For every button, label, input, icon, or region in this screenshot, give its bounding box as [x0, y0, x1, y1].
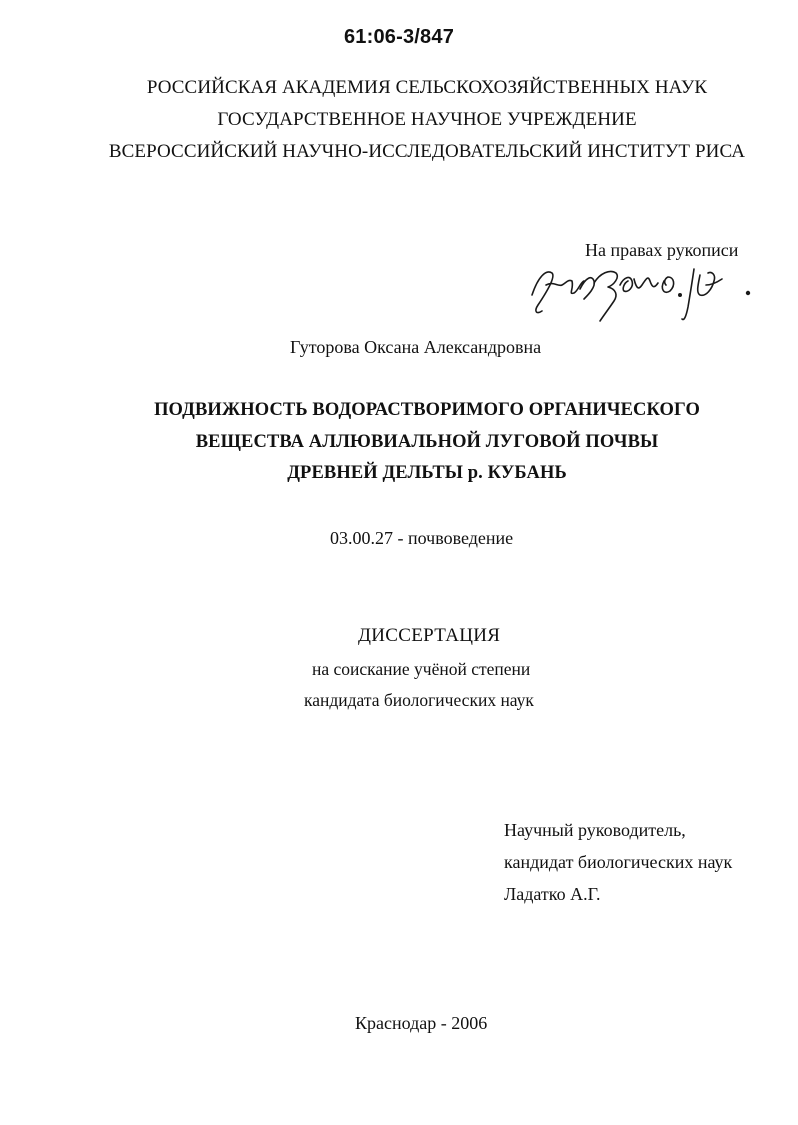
institution-line-state: ГОСУДАРСТВЕННОЕ НАУЧНОЕ УЧРЕЖДЕНИЕ [217, 109, 637, 130]
dissertation-type: ДИССЕРТАЦИЯ [358, 625, 501, 646]
institution-line-academy: РОССИЙСКАЯ АКАДЕМИЯ СЕЛЬСКОХОЗЯЙСТВЕННЫХ НАУК [146, 77, 708, 98]
institution-line-institute: ВСЕРОССИЙСКИЙ НАУЧНО-ИССЛЕДОВАТЕЛЬСКИЙ ИНСТИТУТ РИСА [108, 141, 746, 162]
supervisor-name: Ладатко А.Г. [504, 884, 601, 904]
degree-line-1: на соискание учёной степени [312, 659, 531, 679]
supervisor-role: Научный руководитель, [504, 820, 686, 840]
author-name: Гуторова Оксана Александровна [290, 337, 542, 357]
thesis-title-line-1: ПОДВИЖНОСТЬ ВОДОРАСТВОРИМОГО ОРГАНИЧЕСКОГО [154, 400, 700, 420]
manuscript-rights-note: На правах рукописи [585, 240, 739, 260]
handwritten-signature [524, 255, 764, 325]
degree-line-2: кандидата биологических наук [304, 690, 534, 710]
thesis-title-line-2: ВЕЩЕСТВА АЛЛЮВИАЛЬНОЙ ЛУГОВОЙ ПОЧВЫ [195, 432, 659, 452]
supervisor-degree: кандидат биологических наук [504, 852, 733, 872]
specialty-code: 03.00.27 - почвоведение [330, 528, 514, 548]
city-year: Краснодар - 2006 [355, 1013, 488, 1033]
thesis-title-line-3: ДРЕВНЕЙ ДЕЛЬТЫ р. КУБАНЬ [287, 463, 567, 483]
document-code: 61:06-3/847 [343, 26, 455, 48]
